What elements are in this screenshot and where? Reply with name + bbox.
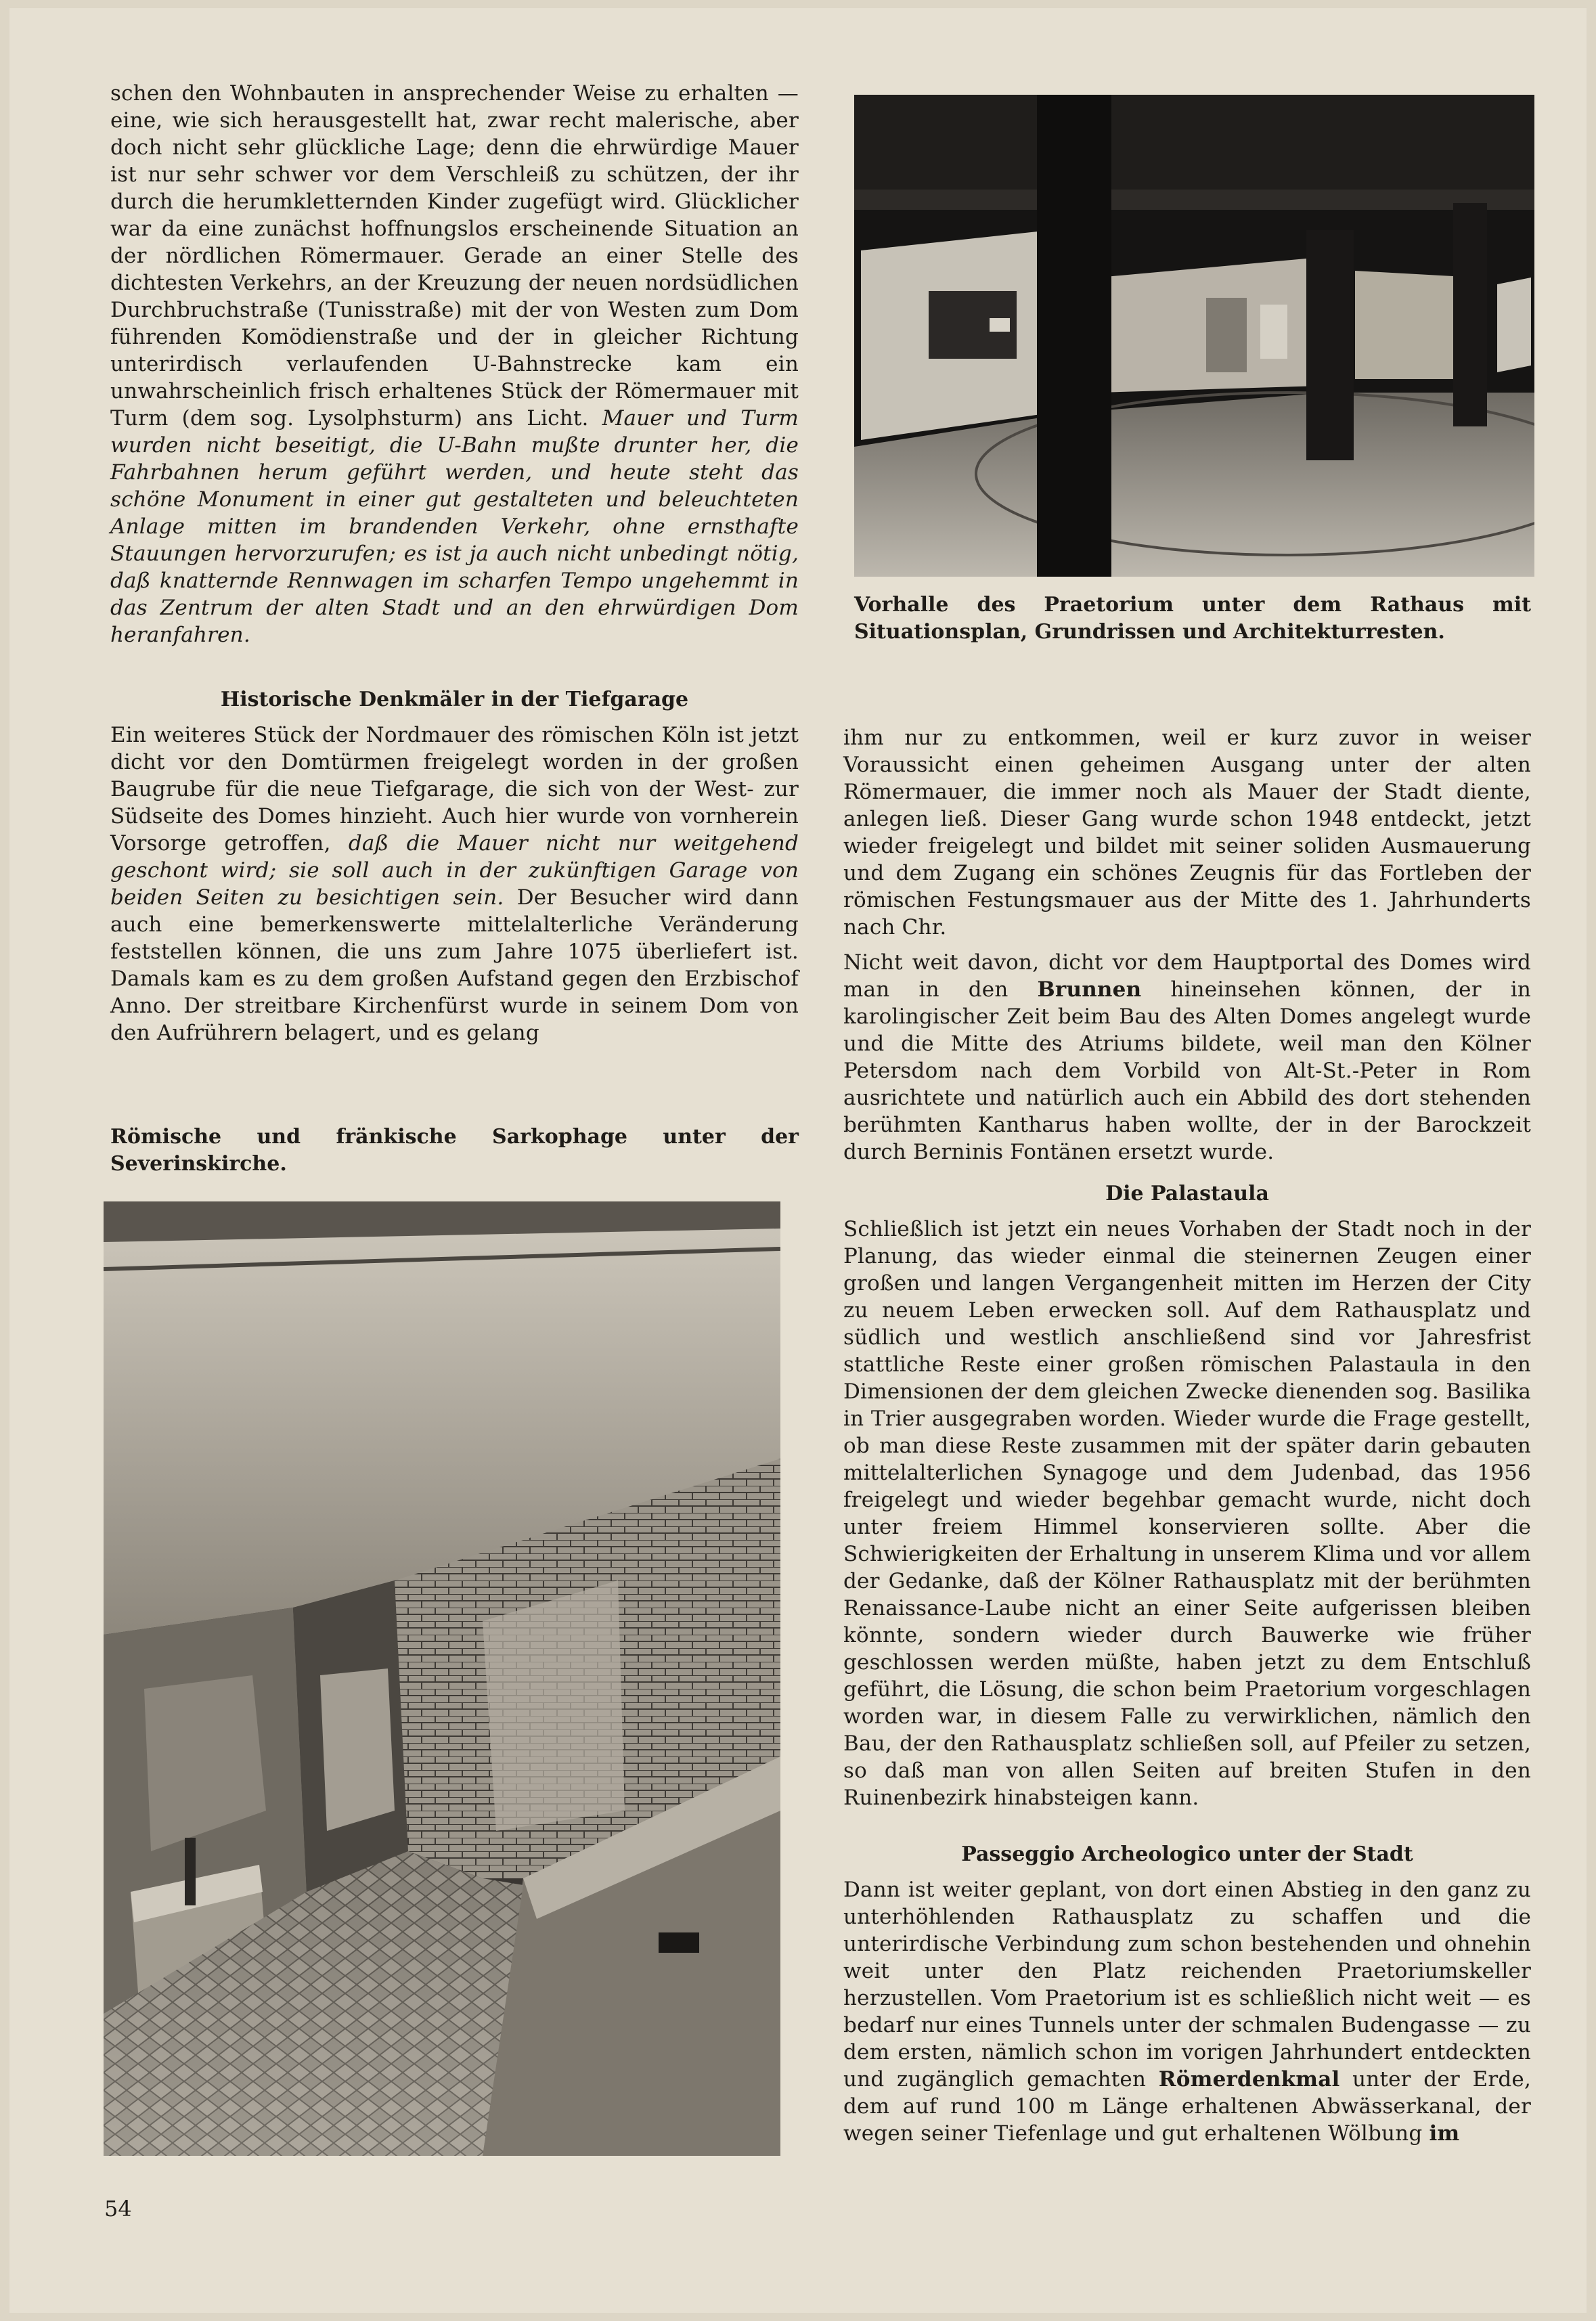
page-number: 54 xyxy=(104,2196,132,2221)
photo-sarkophage xyxy=(104,1201,780,2156)
right-column-text xyxy=(843,724,1531,2147)
paragraph-bold-text: Römerdenkmal xyxy=(1158,2067,1340,2092)
paragraph-bold-text: im xyxy=(1429,2121,1460,2146)
section-tiefgarage xyxy=(110,686,799,1046)
left-top-text xyxy=(110,80,799,648)
paragraph-palastaula: Schließlich ist jetzt ein neues Vorhaben der Stadt noch in der Planung, das wieder einmal die steinernen Zeugen einer großen und langen Vergangenheit mitten im Herzen der City zu neuem Leben erwecken soll. Auf dem Rathausplatz und südlich und westlich anschließend sind vor Jahresfrist stattliche Reste einer großen römischen Palastaula in den Dimensionen der dem gleichen Zwecke dienenden sog. Basilika in Trier ausgegraben worden. Wieder wurde die Frage gestellt, ob man diese Reste zusammen mit der später darin gebauten mittelalterlichen Synagoge und dem Judenbad, das 1956 freigelegt und wieder begehbar gemacht wurde, nicht doch unter freiem Himmel konservieren sollte. Aber die Schwierigkeiten der Erhaltung in unserem Klima und vor allem der Gedanke, daß der Kölner Rathausplatz mit der berühmten Renaissance-Laube nicht an einer Seite aufgerissen bleiben könnte, sondern wieder durch Bauwerke wie früher geschlossen werden müßte, haben jetzt zu dem Entschluß geführt, die Lösung, die schon beim Praetorium vorgeschlagen worden war, in diesem Falle zu verwirklichen, nämlich den Bau, der den Rathausplatz schließen soll, auf Pfeiler zu setzen, so daß man von allen Seiten auf breiten Stufen in den Ruinenbezirk hinabsteigen kann. xyxy=(843,1217,1531,1810)
caption-sarkophage-block xyxy=(110,1124,799,1178)
magazine-page xyxy=(9,8,1587,2313)
paragraph-text: unter der Erde, dem auf rund 100 m Länge erhaltenen Abwässerkanal, der wegen seiner Tiefenlage und gut erhaltenen Wölbung xyxy=(843,2067,1531,2146)
section-heading: Historische Denkmäler in der Tiefgarage xyxy=(220,688,689,711)
photo-praetorium-illustration xyxy=(854,95,1534,577)
paragraph-text: Der Besucher wird dann auch eine bemerkenswerte mittelalterliche Veränderung feststellen können, die uns zum Jahre 1075 überliefert ist. Damals kam es zu dem großen Aufstand gegen den Erzbischof Anno. Der streitbare Kirchenfürst wurde in seinem Dom von den Aufrührern belagert, und es gelang xyxy=(110,885,799,1045)
paragraph-passeggio xyxy=(843,1876,1531,2147)
paragraph-text: Ein weiteres Stück der Nordmauer des römischen Köln ist jetzt dicht vor den Domtürmen freigelegt worden in der großen Baugrube für die neue Tiefgarage, die sich von der West- zur Südseite des Domes hinzieht. Auch hier wurde von vornherein Vorsorge getroffen, xyxy=(110,723,799,856)
paragraph-italic-text: daß die Mauer nicht nur weitgehend geschont wird; sie soll auch in der zukünftigen Garage von beiden Seiten zu besichtigen sein. xyxy=(110,831,799,910)
photo-sarkophage-illustration xyxy=(104,1201,780,2156)
paragraph-bold-text: Brunnen xyxy=(1037,977,1142,1002)
photo-caption: Römische und fränkische Sarkophage unter der Severinskirche. xyxy=(110,1125,799,1176)
paragraph-italic-text: Mauer und Turm wurden nicht beseitigt, die U-Bahn mußte drunter her, die Fahrbahnen herum geführt werden, und heute steht das schöne Monument in einer gut gestalteten und beleuchteten Anlage mitten im brandenden Verkehr, ohne ernsthafte Stauungen hervorzurufen; es ist ja auch nicht unbedingt nötig, daß knatternde Rennwagen im scharfen Tempo ungehemmt in das Zentrum der alten Stadt und an den ehrwürdigen Dom heranfahren. xyxy=(110,406,799,647)
paragraph-tiefgarage xyxy=(110,722,799,1046)
photo-caption: Vorhalle des Praetorium unter dem Rathaus mit Situationsplan, Grundrissen und Architekturresten. xyxy=(854,593,1531,644)
photo-praetorium xyxy=(854,95,1534,577)
paragraph-text: Nicht weit davon, dicht vor dem Hauptportal des Domes wird man in den xyxy=(843,950,1531,1002)
caption-praetorium-block xyxy=(854,592,1531,646)
paragraph-brunnen xyxy=(843,949,1531,1166)
paragraph-geheimgang: ihm nur zu entkommen, weil er kurz zuvor in weiser Voraussicht einen geheimen Ausgang unter der alten Römermauer, die immer noch als Mauer der Stadt diente, anlegen ließ. Dieser Gang wurde schon 1948 entdeckt, jetzt wieder freigelegt und bildet mit seiner soliden Ausmauerung und dem Zugang ein schönes Zeugnis für das Fortleben der römischen Festungsmauer aus der Mitte des 1. Jahrhunderts nach Chr. xyxy=(843,726,1531,940)
section-heading: Passeggio Archeologico unter der Stadt xyxy=(961,1842,1413,1866)
paragraph-text: schen den Wohnbauten in ansprechender Weise zu erhalten — eine, wie sich herausgestellt hat, zwar recht malerische, aber doch nicht sehr glückliche Lage; denn die ehrwürdige Mauer ist nur sehr schwer vor dem Verschleiß zu schützen, der ihr durch die herumkletternden Kinder zugefügt wird. Glücklicher war da eine zunächst hoffnungslos erscheinende Situation an der nördlichen Römermauer. Gerade an einer Stelle des dichtesten Verkehrs, an der Kreuzung der neuen nordsüdlichen Durchbruchstraße (Tunisstraße) mit der von Westen zum Dom führenden Komödienstraße und der in gleicher Richtung unterirdisch verlaufenden U-Bahnstrecke kam ein unwahrscheinlich frisch erhaltenes Stück der Römermauer mit Turm (dem sog. Lysolphsturm) ans Licht. xyxy=(110,81,799,430)
paragraph-text: Dann ist weiter geplant, von dort einen Abstieg in den ganz zu unterhöhlenden Rathausplatz zu schaffen und die unterirdische Verbindung zum schon bestehenden und ohnehin weit unter den Platz reichenden Praetoriumskeller herzustellen. Vom Praetorium ist es schließlich nicht weit — es bedarf nur eines Tunnels unter der schmalen Budengasse — zu dem ersten, nämlich schon im vorigen Jahrhundert entdeckten und zugänglich gemachten xyxy=(843,1878,1531,2092)
paragraph-roemermauer xyxy=(110,80,799,648)
section-heading: Die Palastaula xyxy=(1105,1182,1269,1206)
paragraph-text: hineinsehen können, der in karolingischer Zeit beim Bau des Alten Domes angelegt wurde und die Mitte des Atriums bildete, weil man den Kölner Petersdom nach dem Vorbild von Alt-St.-Peter in Rom ausrichtete und natürlich auch ein Abbild des dort stehenden berühmten Kantharus haben wollte, der in der Barockzeit durch Berninis Fontänen ersetzt wurde. xyxy=(843,977,1531,1164)
